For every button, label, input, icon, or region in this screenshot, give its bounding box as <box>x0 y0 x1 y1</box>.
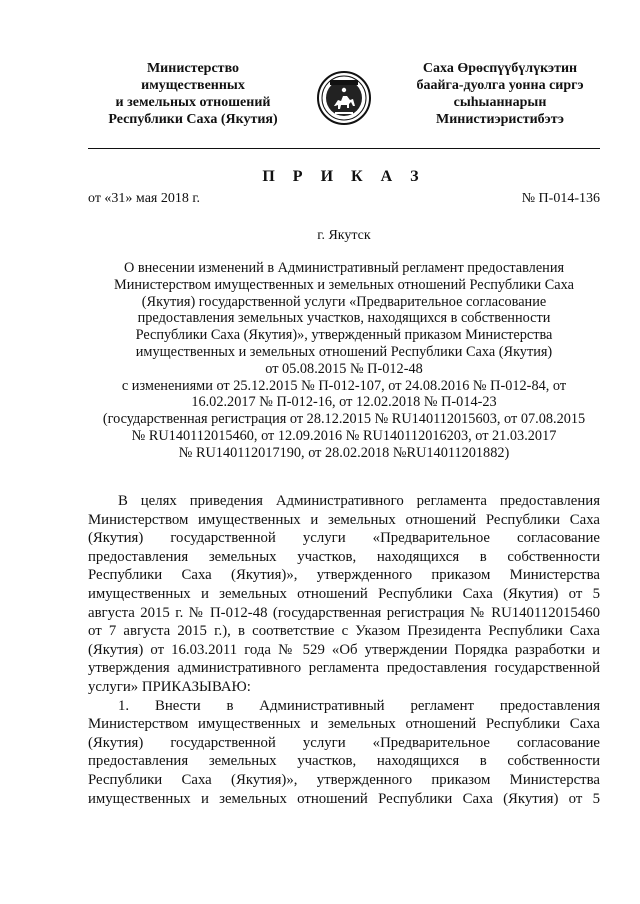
body-line: В целях приведения Административного регламента предоставления <box>118 493 600 509</box>
ministry-name-yakut: Саха Өрөспүүбүлүкэтин баайга-дуолга уонна сиргэ сыһыаннарын Министиэристибэтэ <box>416 61 584 127</box>
body-line: имущественных и земельных отношений Республики Саха (Якутия) от 5 <box>88 585 600 602</box>
body-line: (Якутия) государственной услуги «Предварительное согласование <box>88 734 600 751</box>
order-date: от «31» мая 2018 г. <box>88 191 201 206</box>
document-title: П Р И К А З <box>262 168 426 185</box>
ministry-name-russian: Министерство имущественных и земельных отношений Республики Саха (Якутия) <box>108 61 278 127</box>
body-line: Министерством имущественных и земельных отношений Республики Саха <box>88 716 600 733</box>
body-line: Республики Саха (Якутия)», утвержденного приказом Министерства <box>88 771 600 788</box>
body-line: августа 2015 г. № П-012-48 (государственная регистрация № RU140112015460 <box>88 604 600 621</box>
body-line: услуги» ПРИКАЗЫВАЮ: <box>88 678 251 695</box>
body-line: предоставления земельных участков, находящихся в собственности <box>88 548 600 565</box>
order-city: г. Якутск <box>317 228 371 243</box>
order-subject: О внесении изменений в Административный регламент предоставления Министерством имущественных и земельных отношений Республики Саха (Якутия) государственной услуги «Предварительное согласование предоставления земельных участков, находящихся в собственности Республики Саха (Якутия)», утвержденный приказом Министерства имущественных и земельных отношений Республики Саха (Якутия) от 05.08.2015 № П-012-48 с изменениями от 25.12.2015 № П-012-107, от 24.08.2016 № П-012-84, от 16.02.2017 № П-012-16, от 12.02.2018 № П-014-23 (государственная регистрация от 28.12.2015 № RU140112015603, от 07.08.2015 № RU140112015460, от 12.09.2016 № RU140112016203, от 21.03.2017 № RU140112017190, от 28.02.2018 №RU14011201882) <box>102 260 586 461</box>
order-body <box>88 492 600 808</box>
republic-of-sakha-emblem-icon <box>316 70 372 126</box>
body-line: (Якутия) государственной услуги «Предварительное согласование <box>88 530 600 547</box>
header-divider <box>88 148 600 149</box>
body-line: утверждения административного регламента предоставления государственной <box>88 660 600 677</box>
body-line: Республики Саха (Якутия)», утвержденного приказом Министерства <box>88 567 600 584</box>
body-line: предоставления земельных участков, находящихся в собственности <box>88 753 600 770</box>
body-line: (Якутия) от 16.03.2011 года № 529 «Об утверждении Порядка разработки и <box>88 641 600 658</box>
body-line: имущественных и земельных отношений Республики Саха (Якутия) от 5 <box>88 790 600 807</box>
body-line: Министерством имущественных и земельных отношений Республики Саха <box>88 511 600 528</box>
body-line: от 7 августа 2015 г.), в соответствие с Указом Президента Республики Саха <box>88 623 600 640</box>
letterhead <box>88 60 600 148</box>
order-number: № П-014-136 <box>521 191 600 206</box>
body-line: 1. Внести в Административный регламент предоставления <box>118 697 600 714</box>
